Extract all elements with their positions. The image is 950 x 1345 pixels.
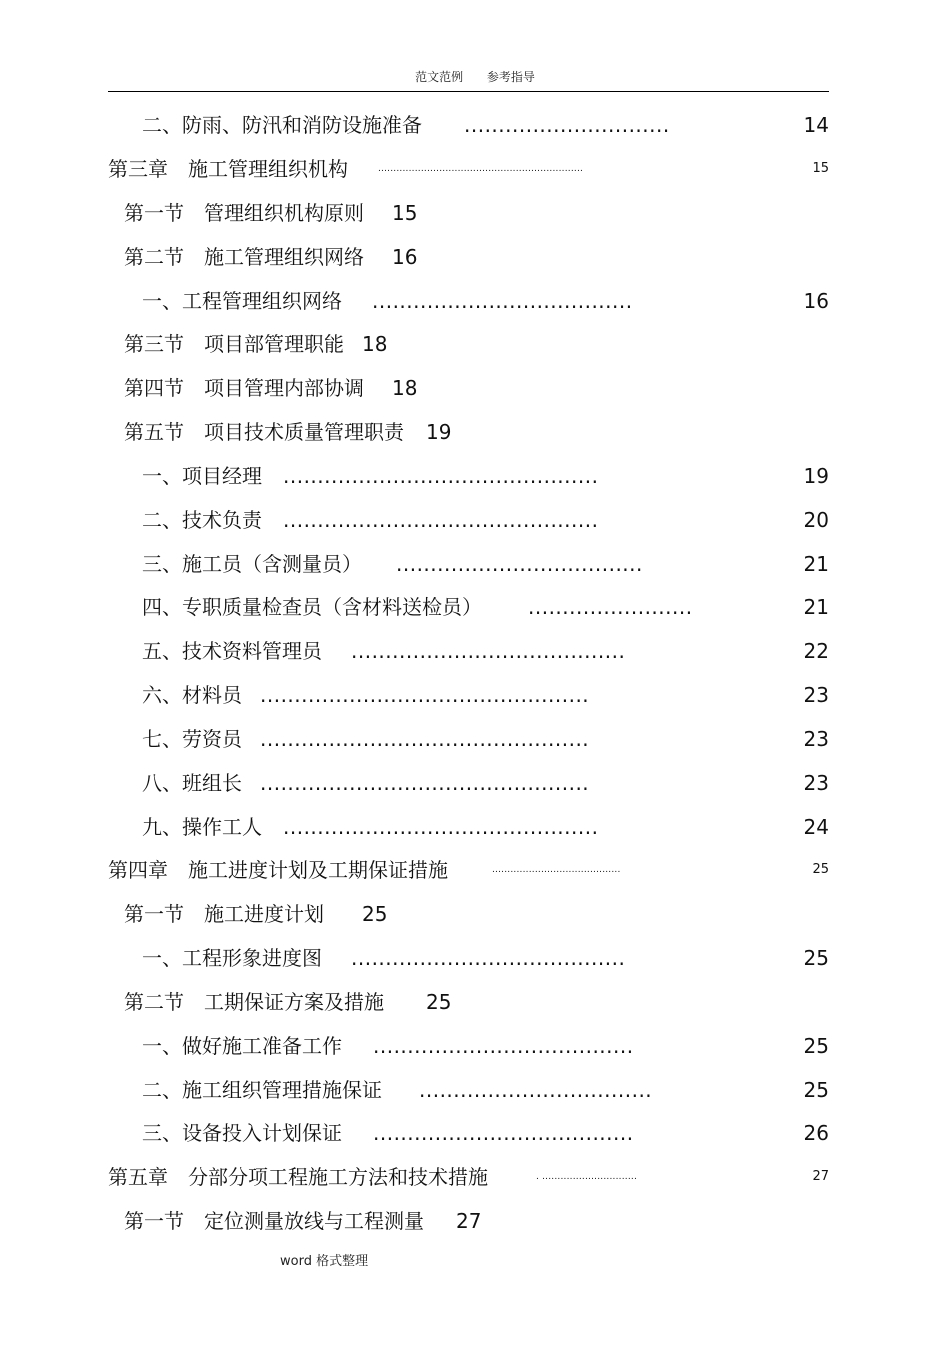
toc-page-number: 16 <box>803 289 829 313</box>
toc-entry-title: 九、操作工人 <box>142 815 262 839</box>
toc-page-number: 18 <box>392 376 418 400</box>
toc-section-entry[interactable] <box>124 366 417 410</box>
toc-entry-title: 第一节 管理组织机构原则 <box>124 201 364 225</box>
toc-section-entry[interactable] <box>124 191 417 235</box>
toc-leader-dots: .................................. <box>419 1078 653 1102</box>
toc-page-number: 27 <box>456 1209 482 1233</box>
toc-page-number: 24 <box>803 815 829 839</box>
toc-entry-title: 第一节 定位测量放线与工程测量 <box>124 1209 424 1233</box>
toc-page-number: 16 <box>392 245 418 269</box>
toc-leader-dots: .............................................. <box>283 464 599 488</box>
toc-page-number: 22 <box>803 639 829 663</box>
toc-entry-title: 第五节 项目技术质量管理职责 <box>124 420 404 444</box>
toc-entry-title: 第五章 分部分项工程施工方法和技术措施 <box>108 1165 488 1189</box>
toc-leader-dots: ................................................................... <box>378 164 584 174</box>
toc-entry[interactable] <box>142 717 829 761</box>
toc-leader-dots: .................................... <box>396 552 643 576</box>
toc-leader-dots: ................................................ <box>260 771 590 795</box>
header-right-text: 参考指导 <box>486 70 535 84</box>
toc-entry-title: 第四章 施工进度计划及工期保证措施 <box>108 858 448 882</box>
toc-page-number: 21 <box>803 595 829 619</box>
toc-chapter-entry[interactable] <box>108 1155 829 1199</box>
toc-leader-dots: ...................................... <box>372 289 633 313</box>
toc-page-number: 23 <box>803 727 829 751</box>
toc-page-number: 25 <box>803 1078 829 1102</box>
toc-leader-dots: ........................................ <box>351 946 626 970</box>
toc-entry-title: 第二节 工期保证方案及措施 <box>124 990 384 1014</box>
toc-leader-dots: .............................................. <box>283 815 599 839</box>
toc-page-number: 19 <box>803 464 829 488</box>
toc-section-entry[interactable] <box>124 892 387 936</box>
toc-leader-dots: ...................................... <box>373 1034 634 1058</box>
toc-leader-dots: ................................................ <box>260 683 590 707</box>
toc-leader-dots: ................................................ <box>260 727 590 751</box>
toc-entry-title: 五、技术资料管理员 <box>142 639 322 663</box>
toc-entry-title: 三、施工员（含测量员） <box>142 552 362 576</box>
toc-leader-dots: ........................................ <box>351 639 626 663</box>
toc-entry-title: 第一节 施工进度计划 <box>124 902 324 926</box>
toc-leader-dots: . ............................... <box>536 1172 638 1182</box>
header-left-text: 范文范例 <box>415 70 464 84</box>
toc-entry-title: 第三节 项目部管理职能 <box>124 332 344 356</box>
toc-page-number: 21 <box>803 552 829 576</box>
toc-page-number: 14 <box>803 113 829 137</box>
toc-entry-title: 二、施工组织管理措施保证 <box>142 1078 382 1102</box>
toc-entry[interactable] <box>142 542 829 586</box>
toc-entry[interactable] <box>142 1111 829 1155</box>
toc-entry[interactable] <box>142 103 829 147</box>
toc-section-entry[interactable] <box>124 235 417 279</box>
toc-page-number: 25 <box>812 862 829 877</box>
toc-section-entry[interactable] <box>124 980 451 1024</box>
toc-entry[interactable] <box>142 761 829 805</box>
toc-entry[interactable] <box>142 454 829 498</box>
toc-entry-title: 七、劳资员 <box>142 727 242 751</box>
toc-page-number: 26 <box>803 1121 829 1145</box>
toc-entry-title: 四、专职质量检查员（含材料送检员） <box>142 595 482 619</box>
toc-entry[interactable] <box>142 1024 829 1068</box>
toc-entry-title: 三、设备投入计划保证 <box>142 1121 342 1145</box>
toc-entry-title: 第二节 施工管理组织网络 <box>124 245 364 269</box>
toc-chapter-entry[interactable] <box>108 147 829 191</box>
toc-page-number: 27 <box>812 1169 829 1184</box>
toc-entry-title: 第四节 项目管理内部协调 <box>124 376 364 400</box>
toc-entry-title: 一、工程管理组织网络 <box>142 289 342 313</box>
toc-entry[interactable] <box>142 1068 829 1112</box>
toc-page-number: 18 <box>362 332 388 356</box>
toc-entry-title: 一、做好施工准备工作 <box>142 1034 342 1058</box>
toc-entry-title: 二、技术负责 <box>142 508 262 532</box>
page-header <box>0 68 950 85</box>
toc-page-number: 25 <box>426 990 452 1014</box>
toc-section-entry[interactable] <box>124 1199 481 1243</box>
toc-leader-dots: ........................ <box>528 595 693 619</box>
toc-entry-title: 二、防雨、防汛和消防设施准备 <box>142 113 422 137</box>
toc-page-number: 25 <box>362 902 388 926</box>
toc-page-number: 23 <box>803 683 829 707</box>
toc-leader-dots: ...................................... <box>373 1121 634 1145</box>
toc-entry-title: 一、工程形象进度图 <box>142 946 322 970</box>
toc-page-number: 25 <box>803 1034 829 1058</box>
toc-page-number: 15 <box>392 201 418 225</box>
toc-entry[interactable] <box>142 585 829 629</box>
page-footer: word 格式整理 <box>280 1254 369 1269</box>
toc-leader-dots: .............................. <box>464 113 670 137</box>
toc-leader-dots: .......................................... <box>492 865 621 875</box>
toc-entry-title: 第三章 施工管理组织机构 <box>108 157 348 181</box>
header-rule <box>108 91 829 92</box>
toc-entry-title: 六、材料员 <box>142 683 242 707</box>
toc-entry[interactable] <box>142 936 829 980</box>
toc-page-number: 15 <box>812 161 829 176</box>
toc-entry[interactable] <box>142 279 829 323</box>
toc-entry[interactable] <box>142 498 829 542</box>
toc-entry[interactable] <box>142 673 829 717</box>
toc-entry[interactable] <box>142 805 829 849</box>
toc-page-number: 19 <box>426 420 452 444</box>
toc-section-entry[interactable] <box>124 410 451 454</box>
toc-page-number: 20 <box>803 508 829 532</box>
toc-leader-dots: .............................................. <box>283 508 599 532</box>
toc-entry-title: 一、项目经理 <box>142 464 262 488</box>
toc-entry[interactable] <box>142 629 829 673</box>
toc-section-entry[interactable] <box>124 322 387 366</box>
toc-entry-title: 八、班组长 <box>142 771 242 795</box>
toc-chapter-entry[interactable] <box>108 848 829 892</box>
toc-page-number: 25 <box>803 946 829 970</box>
toc-page-number: 23 <box>803 771 829 795</box>
